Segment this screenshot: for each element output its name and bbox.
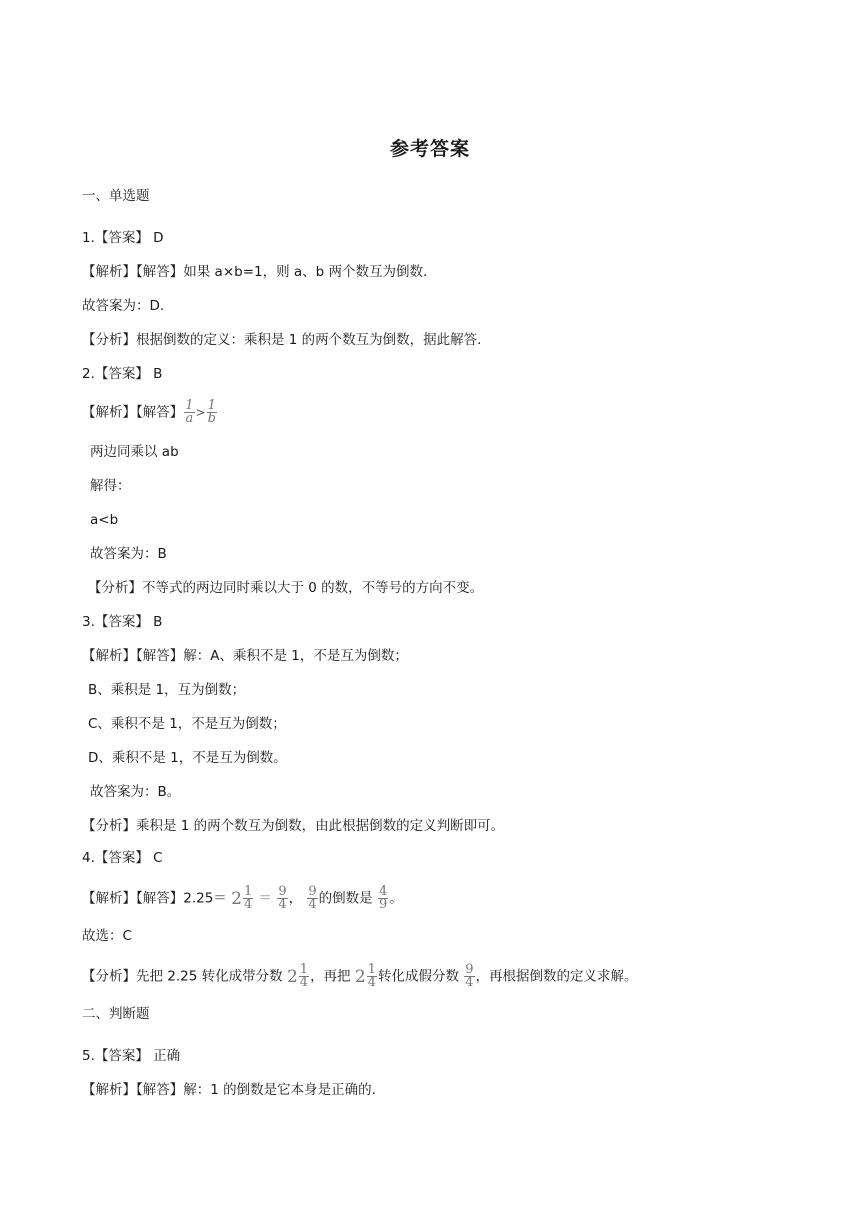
q4-analysis [82,964,638,989]
q4-explain [82,886,403,911]
fraction-numerator: 1 [207,398,216,413]
q5-explain: 【解析】【解答】解：1 的倒数是它本身是正确的. [82,1082,376,1098]
q4-analysis-a: 【分析】先把 2.25 转化成带分数 [82,968,283,985]
q4-explain-mid: 的倒数是 [318,890,373,907]
q4-analysis-b: ，再把 [310,968,351,985]
fraction-numerator: 9 [278,884,287,899]
q1-analysis: 【分析】根据倒数的定义：乘积是 1 的两个数互为倒数，据此解答. [82,332,482,348]
fraction-numerator: 1 [367,962,376,977]
fraction-9-over-4 [307,886,317,911]
q3-step-1: B、乘积是 1，互为倒数； [88,682,246,698]
page-title: 参考答案 [389,138,470,160]
fraction-1-over-4 [367,964,377,989]
fraction-denominator: 4 [278,897,287,912]
greater-than-sign: > [195,405,206,420]
q2-step-4: 故答案为：B [90,546,167,562]
q5-answer: 5.【答案】 正确 [82,1048,181,1064]
fraction-1-over-b [207,400,217,425]
fraction-denominator: 4 [308,897,317,912]
fraction-1-over-a [184,400,194,425]
fraction-4-over-9 [378,886,388,911]
fraction-numerator: 1 [243,884,253,899]
fraction-denominator: 4 [465,975,474,990]
fraction-denominator: 4 [243,897,253,912]
fraction-9-over-4 [277,886,287,911]
fraction-denominator: 4 [299,975,309,990]
q3-step-4: 故答案为：B。 [90,784,181,800]
fraction-numerator: 4 [378,884,388,899]
q2-explain-prefix: 【解析】【解答】 [82,404,184,421]
q4-result: 故选：C [82,928,132,944]
mixed-number-whole: 2 [354,966,366,987]
fraction-numerator: 1 [299,962,309,977]
q4-answer: 4.【答案】 C [82,850,163,866]
fraction-numerator: 9 [308,884,317,899]
fraction-9-over-4 [464,964,474,989]
q2-analysis: 【分析】不等式的两边同时乘以大于 0 的数，不等号的方向不变。 [88,580,484,596]
q3-step-2: C、乘积不是 1，不是互为倒数； [88,716,286,732]
fraction-denominator: 4 [367,975,376,990]
section-heading-judgement: 二、判断题 [82,1006,150,1022]
q1-answer: 1.【答案】 D [82,230,164,246]
q3-answer: 3.【答案】 B [82,614,163,630]
q4-analysis-c: 转化成假分数 [377,968,459,985]
q3-analysis: 【分析】乘积是 1 的两个数互为倒数，由此根据倒数的定义判断即可。 [82,818,505,834]
mixed-number-whole: 2 [286,966,298,987]
fraction-denominator: 9 [378,897,388,912]
period: 。 [389,890,403,907]
q3-explain: 【解析】【解答】解：A、乘积不是 1，不是互为倒数； [82,648,408,664]
mixed-number-whole: 2 [231,888,242,909]
section-heading-single-choice: 一、单选题 [82,188,150,204]
fraction-numerator: 9 [465,962,474,977]
fraction-denominator: a [185,411,194,426]
comma: ， [288,890,303,907]
q3-step-3: D、乘积不是 1，不是互为倒数。 [88,750,287,766]
q4-analysis-d: ，再根据倒数的定义求解。 [475,968,638,985]
fraction-1-over-4 [243,886,253,911]
fraction-1-over-4 [299,964,309,989]
q4-explain-prefix: 【解析】【解答】2.25＝ [82,890,227,907]
q1-explain: 【解析】【解答】如果 a×b=1，则 a、b 两个数互为倒数. [82,264,428,280]
q2-step-3: a<b [90,512,119,528]
q2-answer: 2.【答案】 B [82,366,163,382]
fraction-numerator: 1 [185,398,194,413]
q2-step-2: 解得： [90,478,131,494]
equals-sign: ＝ [258,890,273,907]
q2-explain [82,400,218,425]
q2-step-1: 两边同乘以 ab [90,444,179,460]
q1-result: 故答案为：D. [82,298,165,314]
fraction-denominator: b [207,411,216,426]
